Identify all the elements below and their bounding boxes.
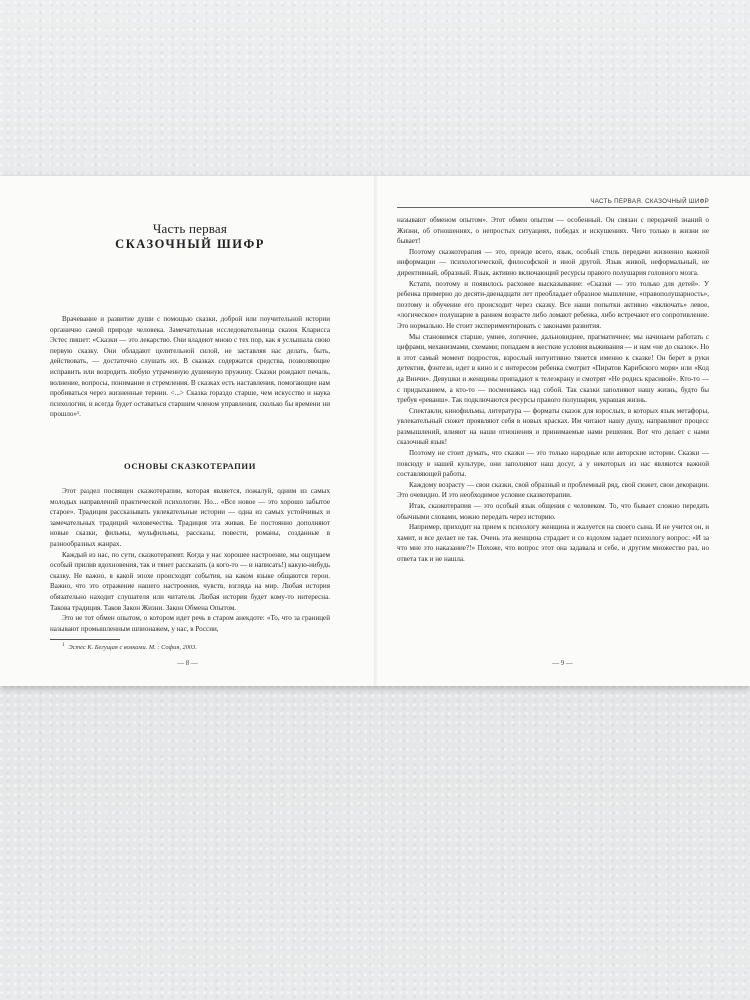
paragraph: Например, приходит на прием к психологу женщина и жалуется на своего сына. И не учится он, и хамит, и все делает не так. Очень эта женщина страдает и со вздохом задает психологу вопрос: «И за что мне это наказание?!» Похоже, что вопрос этот она задавала и себе, и другим множество раз, но ответа так и не нашла. [397, 523, 709, 563]
paragraph: Каждый из нас, по сути, сказкотерапевт. Когда у нас хорошее настроение, мы ощущаем особый прилив вдохновения, так и тянет рассказать (а кого-то — и написать!) какую-нибудь сказку. Не важно, в какой эпохе происходят события, на каком языке общаются герои. Важно, что это отражение нашего настроения, чувств, взгляда на мир. Любая история обязательно находит слушателя или читателя. Любая история будет кому-то интересна. Такова традиция. Таков Закон Жизни. Закон Обмена Опытом. [50, 550, 330, 612]
left-page [0, 176, 375, 686]
page-number-right: — 9 — [552, 660, 573, 667]
paragraph: называют обменом опытом». Этот обмен опытом — особенный. Он связан с передачей знаний о Жизни, об отношениях, о непростых ситуациях, победах и искушениях. Чего только в жизни не бывает! [397, 216, 709, 246]
part-title: Часть первая [152, 221, 228, 236]
part-subtitle: СКАЗОЧНЫЙ ШИФР [115, 237, 265, 251]
page-number-left: — 8 — [177, 660, 198, 667]
paragraph: Это не тот обмен опытом, о котором идет речь в старом анекдоте: «То, что за границей называют промышленным шпионажем, у нас, в России, [50, 614, 330, 633]
paragraph: Поэтому не стоит думать, что сказки — это только народные или авторские истории. Сказки — повсюду в нашей культуре, они заполняют наш досуг, а у некоторых из нас являются важной составляющей работы. [397, 449, 709, 479]
paragraph: Кстати, поэтому и появилось расхожее высказывание: «Сказки — это только для детей». У ребенка примерно до десяти-двенадцати лет преобладает образное мышление, «правополушарность», поэтому и обучение его происходит через сказку. Все наши попытки активно «включать» левое, «логическое» полушарие в раннем возрасте либо ломают ребенка, либо встречают его сопротивление. Это нормально. Не стоит экспериментировать с законами развития. [397, 279, 709, 330]
paragraph: Этот раздел посвящен сказкотерапии, которая является, пожалуй, одним из самых молодых направлений практической психологии. Но... «Все новое — это хорошо забытое старое». Традиция рассказывать увлекательные истории — одна из самых устойчивых и замечательных традиций человечества. Традиция эта живая. Ее постоянно дополняют новые сказки, фильмы, мульфильмы, рассказы, повести, романы, созданные в разнообразных жанрах. [50, 487, 330, 548]
paragraph: Каждому возрасту — свои сказки, свой образный и проблемный ряд, свой сюжет, свои декорации. Это очевидно. И это необходимое условие сказкотерапии. [397, 480, 709, 500]
right-page [375, 176, 750, 686]
paragraph: Итак, сказкотерапия — это особый язык общения с человеком. То, что бывает сложно передать обычными словами, можно передать через историю. [397, 502, 709, 521]
footnote-rule [50, 639, 120, 640]
section-heading: ОСНОВЫ СКАЗКОТЕРАПИИ [123, 461, 256, 471]
footnote [62, 641, 332, 652]
paragraph: Спектакли, кинофильмы, литература — форматы сказок для взрослых, в которых язык метафоры, увлекательный сюжет проявляют себя в новых красках. Им читают нашу душу, направляют процесс размышлений, влияют на наши отношения и принимаемые нами решения. Вот что делает с нами сказочный язык! [397, 406, 709, 447]
section-text [50, 486, 330, 634]
book-spread [0, 176, 750, 686]
running-head-rule [397, 207, 709, 208]
intro-text [50, 314, 330, 420]
footnote-marker: 1 [62, 643, 65, 648]
paragraph: Поэтому сказкотерапия — это, прежде всего, язык, особый стиль передачи жизненно важной информации — психологической, философской и иной другой. Язык живой, неформальный, не директивный, образный. Язык, активно включающий ресурсы правого полушария головного мозга. [397, 247, 709, 277]
footnote-text: Эстес К. Бегущая с волками. М. : София, 2003. [68, 644, 197, 652]
intro-paragraph: Врачевание и развитие души с помощью сказки, доброй или поучительной истории органично самой природе человека. Замечательная исследовательница сказок Кларисса Эстес пишет: «Сказки — это лекарство. Они владеют мною с тех пор, как я услышала свою первую сказку. Они обладают целительной силой, не заставляя нас делать, быть, действовать, — достаточно слушать их. В сказках содержатся средства, позволяющие исправить или возродить любую утраченную душевную пружину. Сказки рождают печаль, волнение, вопросы, понимание и стремления. В сказках есть наставления, помогающие нам пробиваться через жизненные тернии. <...> Сказка гораздо старше, чем искусство и наука психологии, и всегда будет оставаться старшим членом управления, сколько бы времени ни прошло»¹. [50, 315, 330, 419]
paragraph: Мы становимся старше, умнее, логичнее, дальновиднее, прагматичнее; мы начинаем работать с цифрами, механизмами, схемами; попадаем в жесткие условия выживания — и нам «не до сказок». Но в этот самый момент подросток, взрослый интуитивно тянется именно к сказке! Он берет в руки детектив, фэнтези, идет в кино и с интересом ребенка смотрит «Пиратов Карибского моря» или «Код да Винчи». Девушки и женщины припадают к телеэкрану и смотрят «Не родись красивой». Кто-то — с придыханием, а кто-то — посмеиваясь над собой. Так сказки заполняют нашу жизнь, будто бы требуя «реванш». Так подключаются ресурсы правого полушария, украшая жизнь. [397, 332, 709, 405]
running-head: ЧАСТЬ ПЕРВАЯ. СКАЗОЧНЫЙ ШИФР [590, 198, 709, 205]
right-page-text [397, 215, 709, 565]
